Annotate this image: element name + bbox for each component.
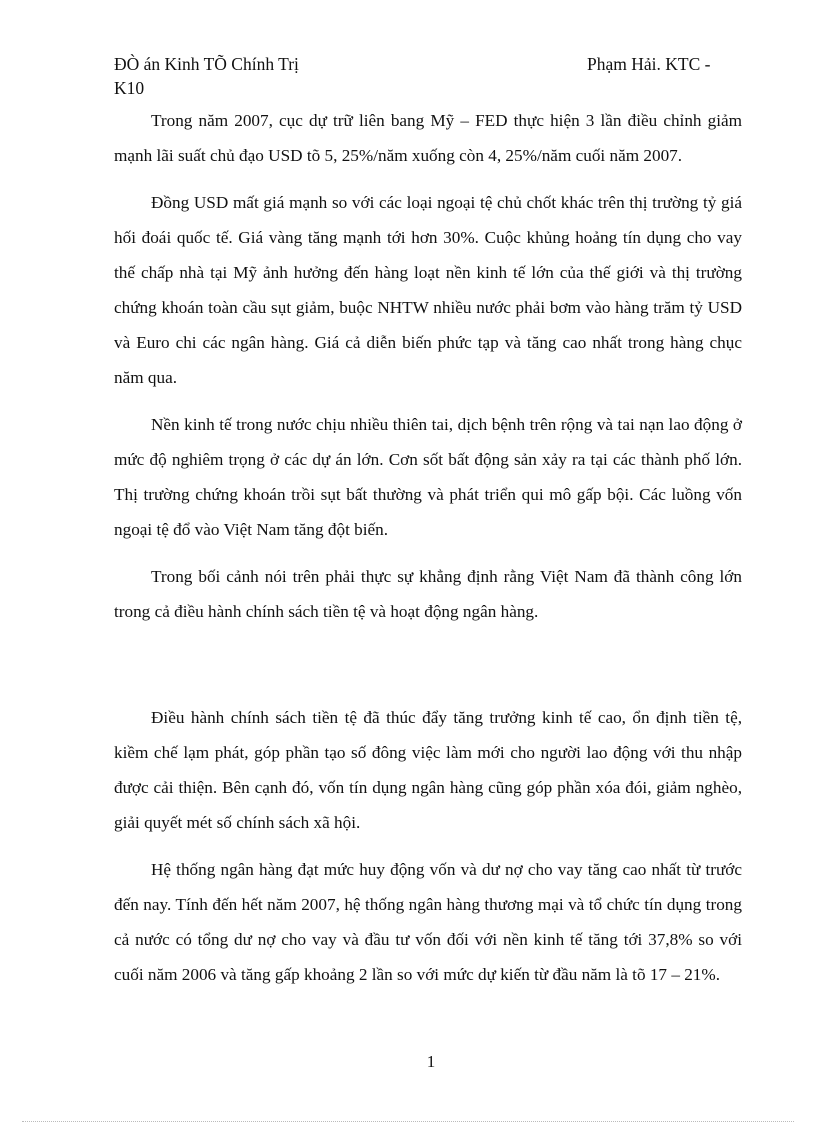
- running-header-title: [114, 52, 374, 100]
- paragraph-fed-rates: Trong năm 2007, cục dự trữ liên bang Mỹ – FED thực hiện 3 lần điều chỉnh giảm mạnh lãi suất chủ đạo USD tõ 5, 25%/năm xuống còn 4, 25%/năm cuối năm 2007.: [114, 111, 742, 165]
- page-bottom-divider: [22, 1121, 794, 1122]
- running-header-author: Phạm Hải. KTC -: [587, 54, 711, 74]
- body-text: [114, 103, 742, 1004]
- paragraph-context-success: Trong bối cảnh nói trên phải thực sự khẳng định rằng Việt Nam đã thành công lớn trong cả điều hành chính sách tiền tệ và hoạt động ngân hàng.: [114, 567, 742, 621]
- paragraph-usd-gold: Đồng USD mất giá mạnh so với các loại ngoại tệ chủ chốt khác trên thị trường tỷ giá hối đoái quốc tế. Giá vàng tăng mạnh tới hơn 30%. Cuộc khủng hoảng tín dụng cho vay thế chấp nhà tại Mỹ ảnh hưởng đến hàng loạt nền kinh tế lớn của thế giới và thị trường chứng khoán toàn cầu sụt giảm, buộc NHTW nhiều nước phải bơm vào hàng trăm tỷ USD và Euro chi các ngân hàng. Giá cả diễn biến phức tạp và tăng cao nhất trong hàng chục năm qua.: [114, 193, 742, 387]
- header-title-line: ĐÒ án Kinh TÕ Chính Trị: [114, 54, 299, 74]
- paragraph-monetary-policy: Điều hành chính sách tiền tệ đã thúc đẩy tăng trưởng kinh tế cao, ổn định tiền tệ, kiềm chế lạm phát, góp phần tạo số đông việc làm mới cho người lao động với thu nhập được cải thiện. Bên cạnh đó, vốn tín dụng ngân hàng cũng góp phần xóa đói, giảm nghèo, giải quyết mét số chính sách xã hội.: [114, 708, 742, 832]
- header-title-continuation: K10: [114, 78, 145, 98]
- paragraph-domestic-economy: Nền kinh tế trong nước chịu nhiều thiên tai, dịch bệnh trên rộng và tai nạn lao động ở mức độ nghiêm trọng ở các dự án lớn. Cơn sốt bất động sản xảy ra tại các thành phố lớn. Thị trường chứng khoán trồi sụt bất thường và phát triển qui mô gấp bội. Các luồng vốn ngoại tệ đổ vào Việt Nam tăng đột biến.: [114, 415, 742, 539]
- page-number: 1: [426, 1052, 436, 1071]
- paragraph-banking-system: Hệ thống ngân hàng đạt mức huy động vốn và dư nợ cho vay tăng cao nhất từ trước đến nay. Tính đến hết năm 2007, hệ thống ngân hàng thương mại và tổ chức tín dụng trong cả nước có tổng dư nợ cho vay và đầu tư vốn đối với nền kinh tế tăng tới 37,8% so với cuối năm 2006 và tăng gấp khoảng 2 lần so với mức dự kiến từ đầu năm là tõ 17 – 21%.: [114, 860, 742, 984]
